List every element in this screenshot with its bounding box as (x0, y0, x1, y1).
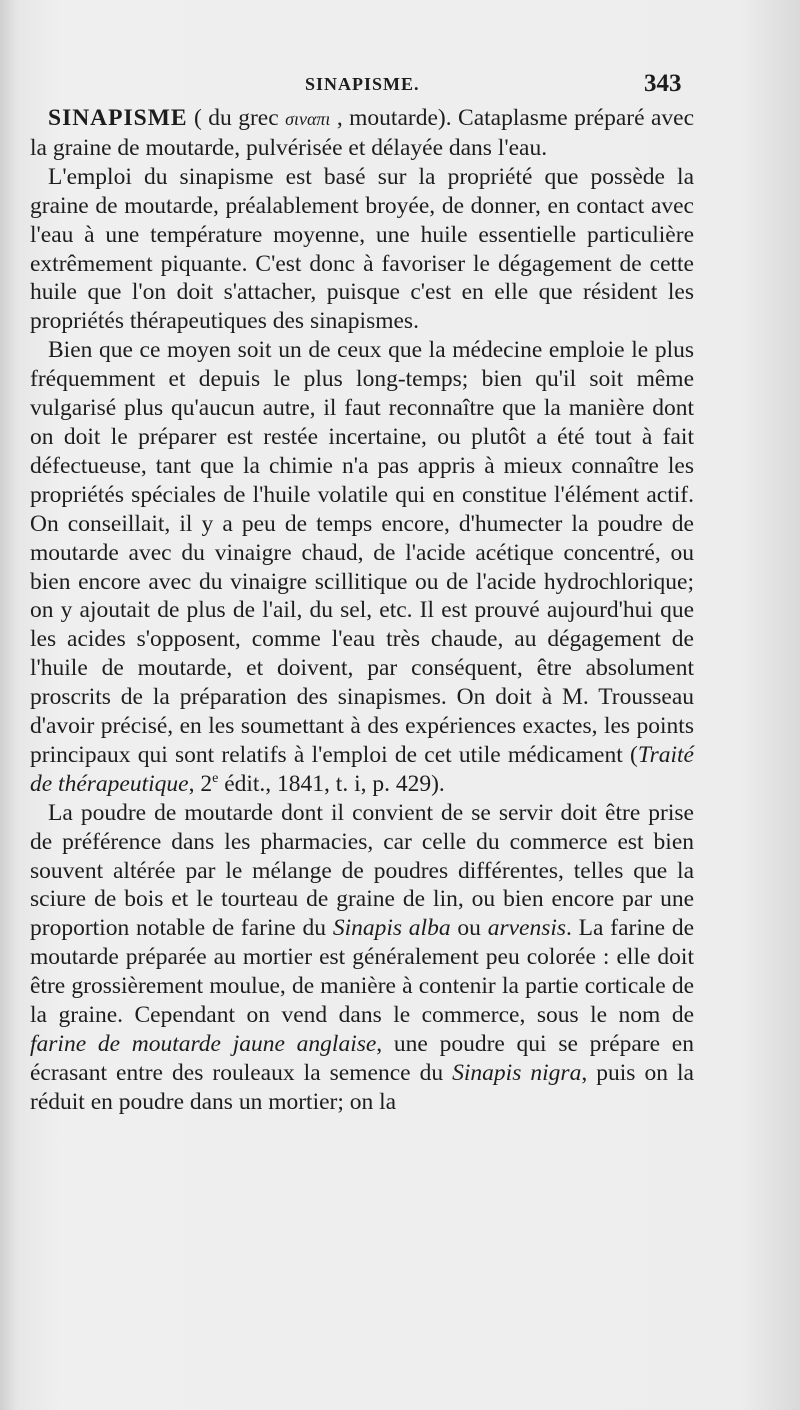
species-sinapis-alba: Sinapis alba (332, 915, 451, 942)
paragraph-2: L'emploi du sinapisme est basé sur la propriété que possède la graine de moutarde, préalablement broyée, de donner, en contact avec l'eau à une température moyenne, une huile essentielle particulière extrêmement piquante. C'est donc à favoriser le dégagement de cette huile que l'on doit s'attacher, puisque c'est en elle que résident les propriétés thérapeutiques des sinapismes. (30, 163, 694, 335)
paragraph-4-text-d: , une poudre qui se prépare en écrasant entre des rouleaux la semence du (30, 1031, 694, 1086)
paragraph-4 (30, 799, 694, 1117)
definition-text: , moutarde). Cataplasme préparé avec la graine de moutarde, pulvérisée et délayée dans l'eau. (30, 105, 694, 161)
running-head: SINAPISME. (305, 74, 420, 94)
etymology-open: ( du grec (187, 105, 286, 131)
citation-title: Traité de thérapeutique (30, 741, 694, 797)
species-arvensis: arvensis (487, 915, 567, 942)
edition-superscript: e (212, 771, 219, 787)
citation-details: édit., 1841, t. i, p. 429). (218, 770, 445, 797)
entry-lemma: SINAPISME (48, 105, 188, 131)
paragraph-4-text-b: ou (450, 915, 488, 942)
paragraph-3 (30, 336, 694, 799)
body-text (30, 104, 694, 1117)
product-name: farine de moutarde jaune anglaise (30, 1031, 377, 1057)
citation-edition: , 2 (188, 770, 213, 797)
page-header (0, 70, 800, 104)
paragraph-entry (30, 104, 694, 163)
paragraph-4-text-e: , puis on la réduit en poudre dans un mortier; on la (30, 1059, 694, 1115)
greek-word: σιναπι (285, 109, 331, 129)
paragraph-4-text-c: . La farine de moutarde préparée au mortier est généralement peu colorée : elle doit être grossièrement moulue, de manière à contenir la partie corticale de la graine. Cependant on vend dans le commerce, sous le nom de (30, 915, 695, 1029)
paragraph-4-text-a: La poudre de moutarde dont il convient de se servir doit être prise de préférence dans les pharmacies, car celle du commerce est bien souvent altérée par le mélange de poudres différentes, telles que la sciure de bois et le tourteau de graine de lin, ou bien encore par une proportion notable de farine du (30, 799, 694, 942)
paragraph-3-text: Bien que ce moyen soit un de ceux que la médecine emploie le plus fréquemment et depuis le plus long-temps; bien qu'il soit même vulgarisé plus qu'aucun autre, il faut reconnaître que la manière dont on doit le préparer est restée incertaine, ou plutôt a été tout à fait défectueuse, tant que la chimie n'a pas appris à mieux connaître les propriétés spéciales de l'huile volatile qui en constitue l'élément actif. On conseillait, il y a peu de temps encore, d'humecter la poudre de moutarde avec du vinaigre chaud, de l'acide acétique concentré, ou bien encore avec du vinaigre scillitique ou de l'acide hydrochlorique; on y ajoutait de plus de l'ail, du sel, etc. Il est prouvé aujourd'hui que les acides s'opposent, comme l'eau très chaude, au dégagement de l'huile de moutarde, et doivent, par conséquent, être absolument proscrits de la préparation des sinapismes. On doit à M. Trousseau d'avoir précisé, en les soumettant à des expériences exactes, les points principaux qui sont relatifs à l'emploi de cet utile médicament ( (30, 337, 694, 768)
page-number: 343 (644, 70, 682, 97)
species-sinapis-nigra: Sinapis nigra (452, 1059, 582, 1086)
